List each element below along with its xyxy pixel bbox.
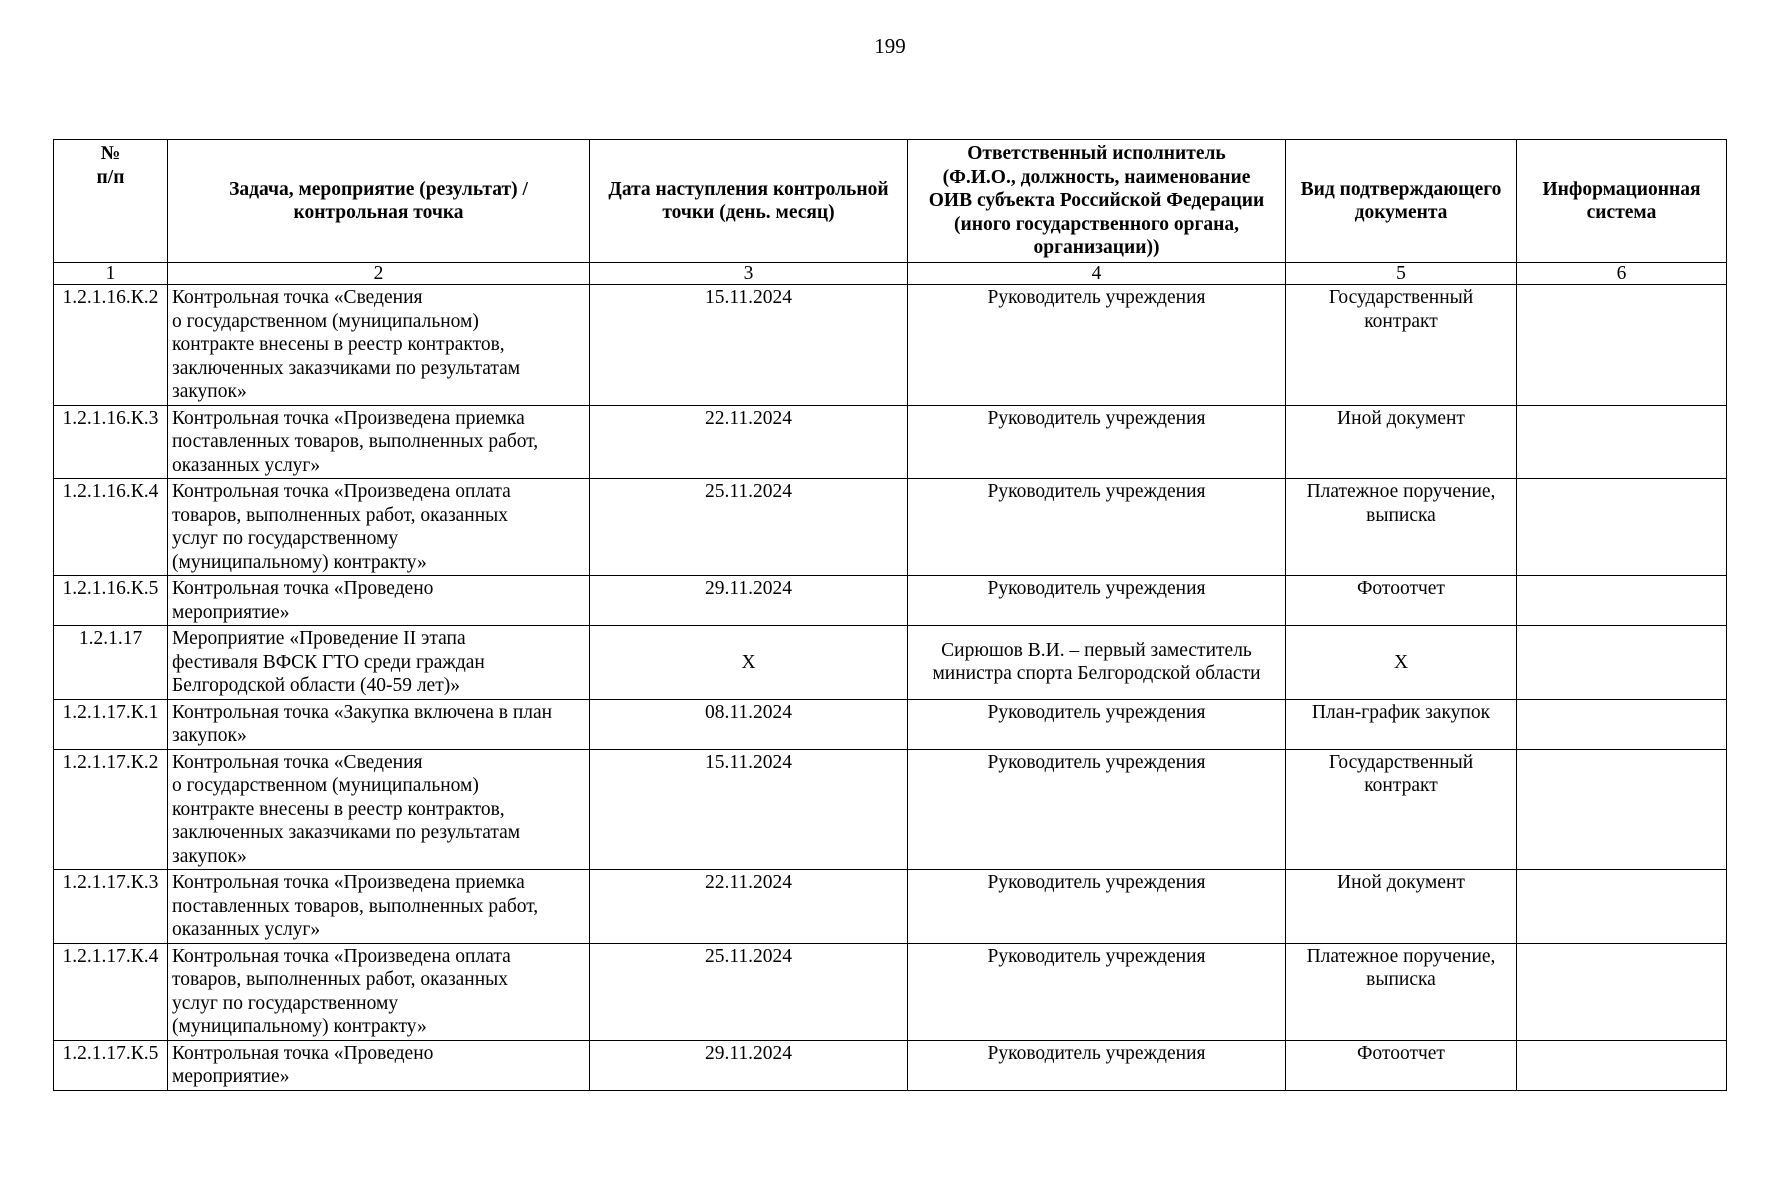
table-row xyxy=(54,870,1727,944)
row-document: Государственный контракт xyxy=(1286,749,1517,870)
row-document: Фотоотчет xyxy=(1286,1040,1517,1090)
row-executor: Руководитель учреждения xyxy=(908,749,1286,870)
header-document: Вид подтверждающего документа xyxy=(1286,140,1517,263)
row-date: 22.11.2024 xyxy=(590,870,908,944)
row-document: Государственный контракт xyxy=(1286,285,1517,406)
row-task: Контрольная точка «Произведена приемка поставленных товаров, выполненных работ, оказанных услуг» xyxy=(168,405,590,479)
row-executor: Руководитель учреждения xyxy=(908,479,1286,576)
column-index: 2 xyxy=(168,263,590,285)
row-number: 1.2.1.16.К.3 xyxy=(54,405,168,479)
row-executor: Руководитель учреждения xyxy=(908,870,1286,944)
row-document: Иной документ xyxy=(1286,870,1517,944)
row-number: 1.2.1.16.К.5 xyxy=(54,576,168,626)
row-date: 15.11.2024 xyxy=(590,749,908,870)
row-date: 29.11.2024 xyxy=(590,1040,908,1090)
row-task: Контрольная точка «Проведено мероприятие» xyxy=(168,576,590,626)
row-task: Мероприятие «Проведение II этапа фестиваля ВФСК ГТО среди граждан Белгородской области (40-59 лет)» xyxy=(168,626,590,700)
row-executor: Руководитель учреждения xyxy=(908,405,1286,479)
column-index: 3 xyxy=(590,263,908,285)
table-row xyxy=(54,576,1727,626)
row-number: 1.2.1.17 xyxy=(54,626,168,700)
row-date: 08.11.2024 xyxy=(590,699,908,749)
table-row xyxy=(54,285,1727,406)
table-row xyxy=(54,1040,1727,1090)
row-task: Контрольная точка «Произведена оплата товаров, выполненных работ, оказанных услуг по государственному (муниципальному) контракту» xyxy=(168,943,590,1040)
row-number: 1.2.1.17.К.1 xyxy=(54,699,168,749)
row-executor: Сирюшов В.И. – первый заместитель министра спорта Белгородской области xyxy=(908,626,1286,700)
row-number: 1.2.1.17.К.4 xyxy=(54,943,168,1040)
row-task: Контрольная точка «Произведена приемка поставленных товаров, выполненных работ, оказанных услуг» xyxy=(168,870,590,944)
row-date: 25.11.2024 xyxy=(590,943,908,1040)
header-task: Задача, мероприятие (результат) / контрольная точка xyxy=(168,140,590,263)
column-index: 6 xyxy=(1517,263,1727,285)
row-system xyxy=(1517,626,1727,700)
page-number: 199 xyxy=(874,34,906,58)
row-document: Платежное поручение, выписка xyxy=(1286,943,1517,1040)
column-index-row xyxy=(54,263,1727,285)
row-executor: Руководитель учреждения xyxy=(908,1040,1286,1090)
row-date: 22.11.2024 xyxy=(590,405,908,479)
row-number: 1.2.1.17.К.3 xyxy=(54,870,168,944)
row-document: Фотоотчет xyxy=(1286,576,1517,626)
table-row xyxy=(54,405,1727,479)
header-number: № п/п xyxy=(54,140,168,263)
row-task: Контрольная точка «Закупка включена в план закупок» xyxy=(168,699,590,749)
column-index: 5 xyxy=(1286,263,1517,285)
table-row xyxy=(54,943,1727,1040)
row-number: 1.2.1.17.К.5 xyxy=(54,1040,168,1090)
control-points-table xyxy=(53,139,1727,1091)
header-system: Информационная система xyxy=(1517,140,1727,263)
row-system xyxy=(1517,749,1727,870)
row-date: Х xyxy=(590,626,908,700)
row-executor: Руководитель учреждения xyxy=(908,576,1286,626)
row-task: Контрольная точка «Сведения о государственном (муниципальном) контракте внесены в реестр контрактов, заключенных заказчиками по результатам закупок» xyxy=(168,749,590,870)
row-date: 29.11.2024 xyxy=(590,576,908,626)
row-date: 25.11.2024 xyxy=(590,479,908,576)
row-number: 1.2.1.17.К.2 xyxy=(54,749,168,870)
table-row xyxy=(54,749,1727,870)
row-executor: Руководитель учреждения xyxy=(908,943,1286,1040)
row-number: 1.2.1.16.К.2 xyxy=(54,285,168,406)
row-document: Платежное поручение, выписка xyxy=(1286,479,1517,576)
row-document: План-график закупок xyxy=(1286,699,1517,749)
table-body xyxy=(54,285,1727,1091)
header-executor: Ответственный исполнитель (Ф.И.О., должность, наименование ОИВ субъекта Российской Федерации (иного государственного органа, организации)) xyxy=(908,140,1286,263)
row-system xyxy=(1517,699,1727,749)
row-executor: Руководитель учреждения xyxy=(908,285,1286,406)
row-document: Х xyxy=(1286,626,1517,700)
row-system xyxy=(1517,405,1727,479)
table-row xyxy=(54,626,1727,700)
header-date: Дата наступления контрольной точки (день. месяц) xyxy=(590,140,908,263)
table-header-row xyxy=(54,140,1727,263)
row-system xyxy=(1517,943,1727,1040)
table-row xyxy=(54,479,1727,576)
row-executor: Руководитель учреждения xyxy=(908,699,1286,749)
row-system xyxy=(1517,576,1727,626)
row-system xyxy=(1517,870,1727,944)
row-system xyxy=(1517,1040,1727,1090)
row-task: Контрольная точка «Произведена оплата товаров, выполненных работ, оказанных услуг по государственному (муниципальному) контракту» xyxy=(168,479,590,576)
row-number: 1.2.1.16.К.4 xyxy=(54,479,168,576)
column-index: 4 xyxy=(908,263,1286,285)
row-system xyxy=(1517,479,1727,576)
row-system xyxy=(1517,285,1727,406)
row-task: Контрольная точка «Сведения о государственном (муниципальном) контракте внесены в реестр контрактов, заключенных заказчиками по результатам закупок» xyxy=(168,285,590,406)
row-task: Контрольная точка «Проведено мероприятие» xyxy=(168,1040,590,1090)
row-date: 15.11.2024 xyxy=(590,285,908,406)
table-row xyxy=(54,699,1727,749)
column-index: 1 xyxy=(54,263,168,285)
row-document: Иной документ xyxy=(1286,405,1517,479)
